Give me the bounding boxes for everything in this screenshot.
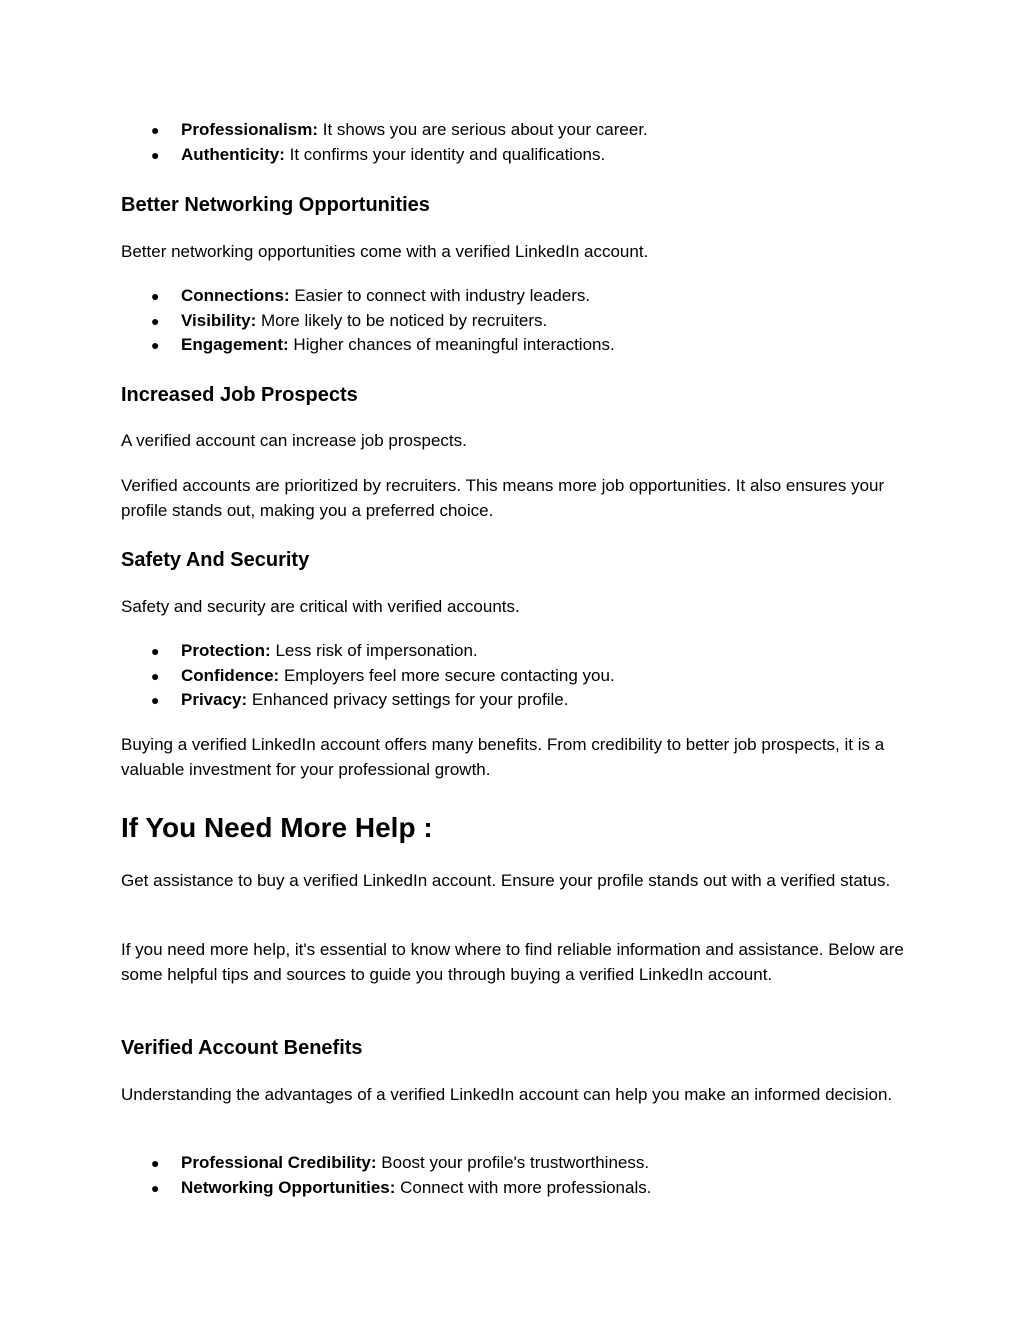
bullet-text: Employers feel more secure contacting you.	[279, 665, 615, 685]
bullet-icon: ●	[151, 643, 160, 659]
section-heading-safety: Safety And Security	[121, 549, 310, 571]
bullet-text: Boost your profile's trustworthiness.	[376, 1153, 650, 1172]
bullet-term: Engagement:	[181, 335, 289, 354]
bullet-icon: ●	[151, 312, 160, 329]
safety-summary: Buying a verified LinkedIn account offers many benefits. From credibility to better job prospects, it is a valuable investment for your professional growth.	[121, 735, 885, 779]
bullet-text: Less risk of impersonation.	[270, 641, 478, 660]
bullet-text: It confirms your identity and qualifications.	[284, 144, 606, 164]
list-item	[121, 1176, 906, 1201]
bullet-icon: ●	[151, 337, 160, 353]
section-heading-jobs: Increased Job Prospects	[121, 384, 358, 406]
bullet-icon: ●	[151, 1155, 160, 1171]
safety-intro: Safety and security are critical with verified accounts.	[121, 597, 520, 616]
list-item	[121, 333, 906, 358]
bullet-term: Professionalism:	[181, 120, 318, 139]
bullet-icon: ●	[151, 667, 160, 684]
bullet-text: Easier to connect with industry leaders.	[289, 286, 591, 305]
bullet-text: Connect with more professionals.	[395, 1177, 652, 1197]
networking-intro: Better networking opportunities come with a verified LinkedIn account.	[121, 242, 649, 261]
bullet-icon: ●	[151, 1179, 160, 1196]
list-item	[121, 143, 906, 168]
section-heading-benefits: Verified Account Benefits	[121, 1037, 363, 1059]
benefits-intro: Understanding the advantages of a verified LinkedIn account can help you make an informed decision.	[121, 1085, 893, 1104]
bullet-icon: ●	[151, 122, 160, 138]
bullet-term: Connections:	[181, 286, 290, 305]
list-item	[121, 309, 906, 334]
jobs-body: Verified accounts are prioritized by recruiters. This means more job opportunities. It also ensures your profile stands out, making you a preferred choice.	[121, 476, 885, 520]
list-item	[121, 284, 906, 309]
bullet-term: Authenticity:	[181, 144, 285, 164]
bullet-term: Professional Credibility:	[181, 1153, 377, 1172]
bullet-list-benefits	[121, 1151, 906, 1200]
list-item	[121, 118, 906, 143]
bullet-text: More likely to be noticed by recruiters.	[256, 310, 548, 330]
page-heading-help: If You Need More Help :	[121, 812, 433, 843]
bullet-icon: ●	[151, 288, 160, 304]
bullet-text: Higher chances of meaningful interactions.	[288, 335, 615, 354]
bullet-term: Privacy:	[181, 690, 248, 709]
bullet-list-networking	[121, 284, 906, 358]
list-item	[121, 1151, 906, 1176]
jobs-intro: A verified account can increase job prospects.	[121, 431, 467, 450]
help-paragraph-1: Get assistance to buy a verified LinkedIn account. Ensure your profile stands out with a verified status.	[121, 871, 891, 890]
bullet-icon: ●	[151, 146, 160, 163]
bullet-term: Protection:	[181, 641, 271, 660]
bullet-term: Visibility:	[181, 310, 257, 330]
bullet-list-safety	[121, 639, 906, 713]
bullet-text: Enhanced privacy settings for your profile.	[247, 690, 569, 709]
section-heading-networking: Better Networking Opportunities	[121, 194, 430, 216]
bullet-term: Networking Opportunities:	[181, 1177, 396, 1197]
list-item	[121, 664, 906, 689]
bullet-icon: ●	[151, 692, 160, 708]
bullet-list-intro	[121, 118, 906, 167]
bullet-term: Confidence:	[181, 665, 280, 685]
help-paragraph-2: If you need more help, it's essential to know where to find reliable information and assistance. Below are some helpful tips and sources to guide you through buying a verified LinkedIn account.	[121, 940, 904, 984]
list-item	[121, 688, 906, 713]
bullet-text: It shows you are serious about your career.	[318, 120, 648, 139]
list-item	[121, 639, 906, 664]
